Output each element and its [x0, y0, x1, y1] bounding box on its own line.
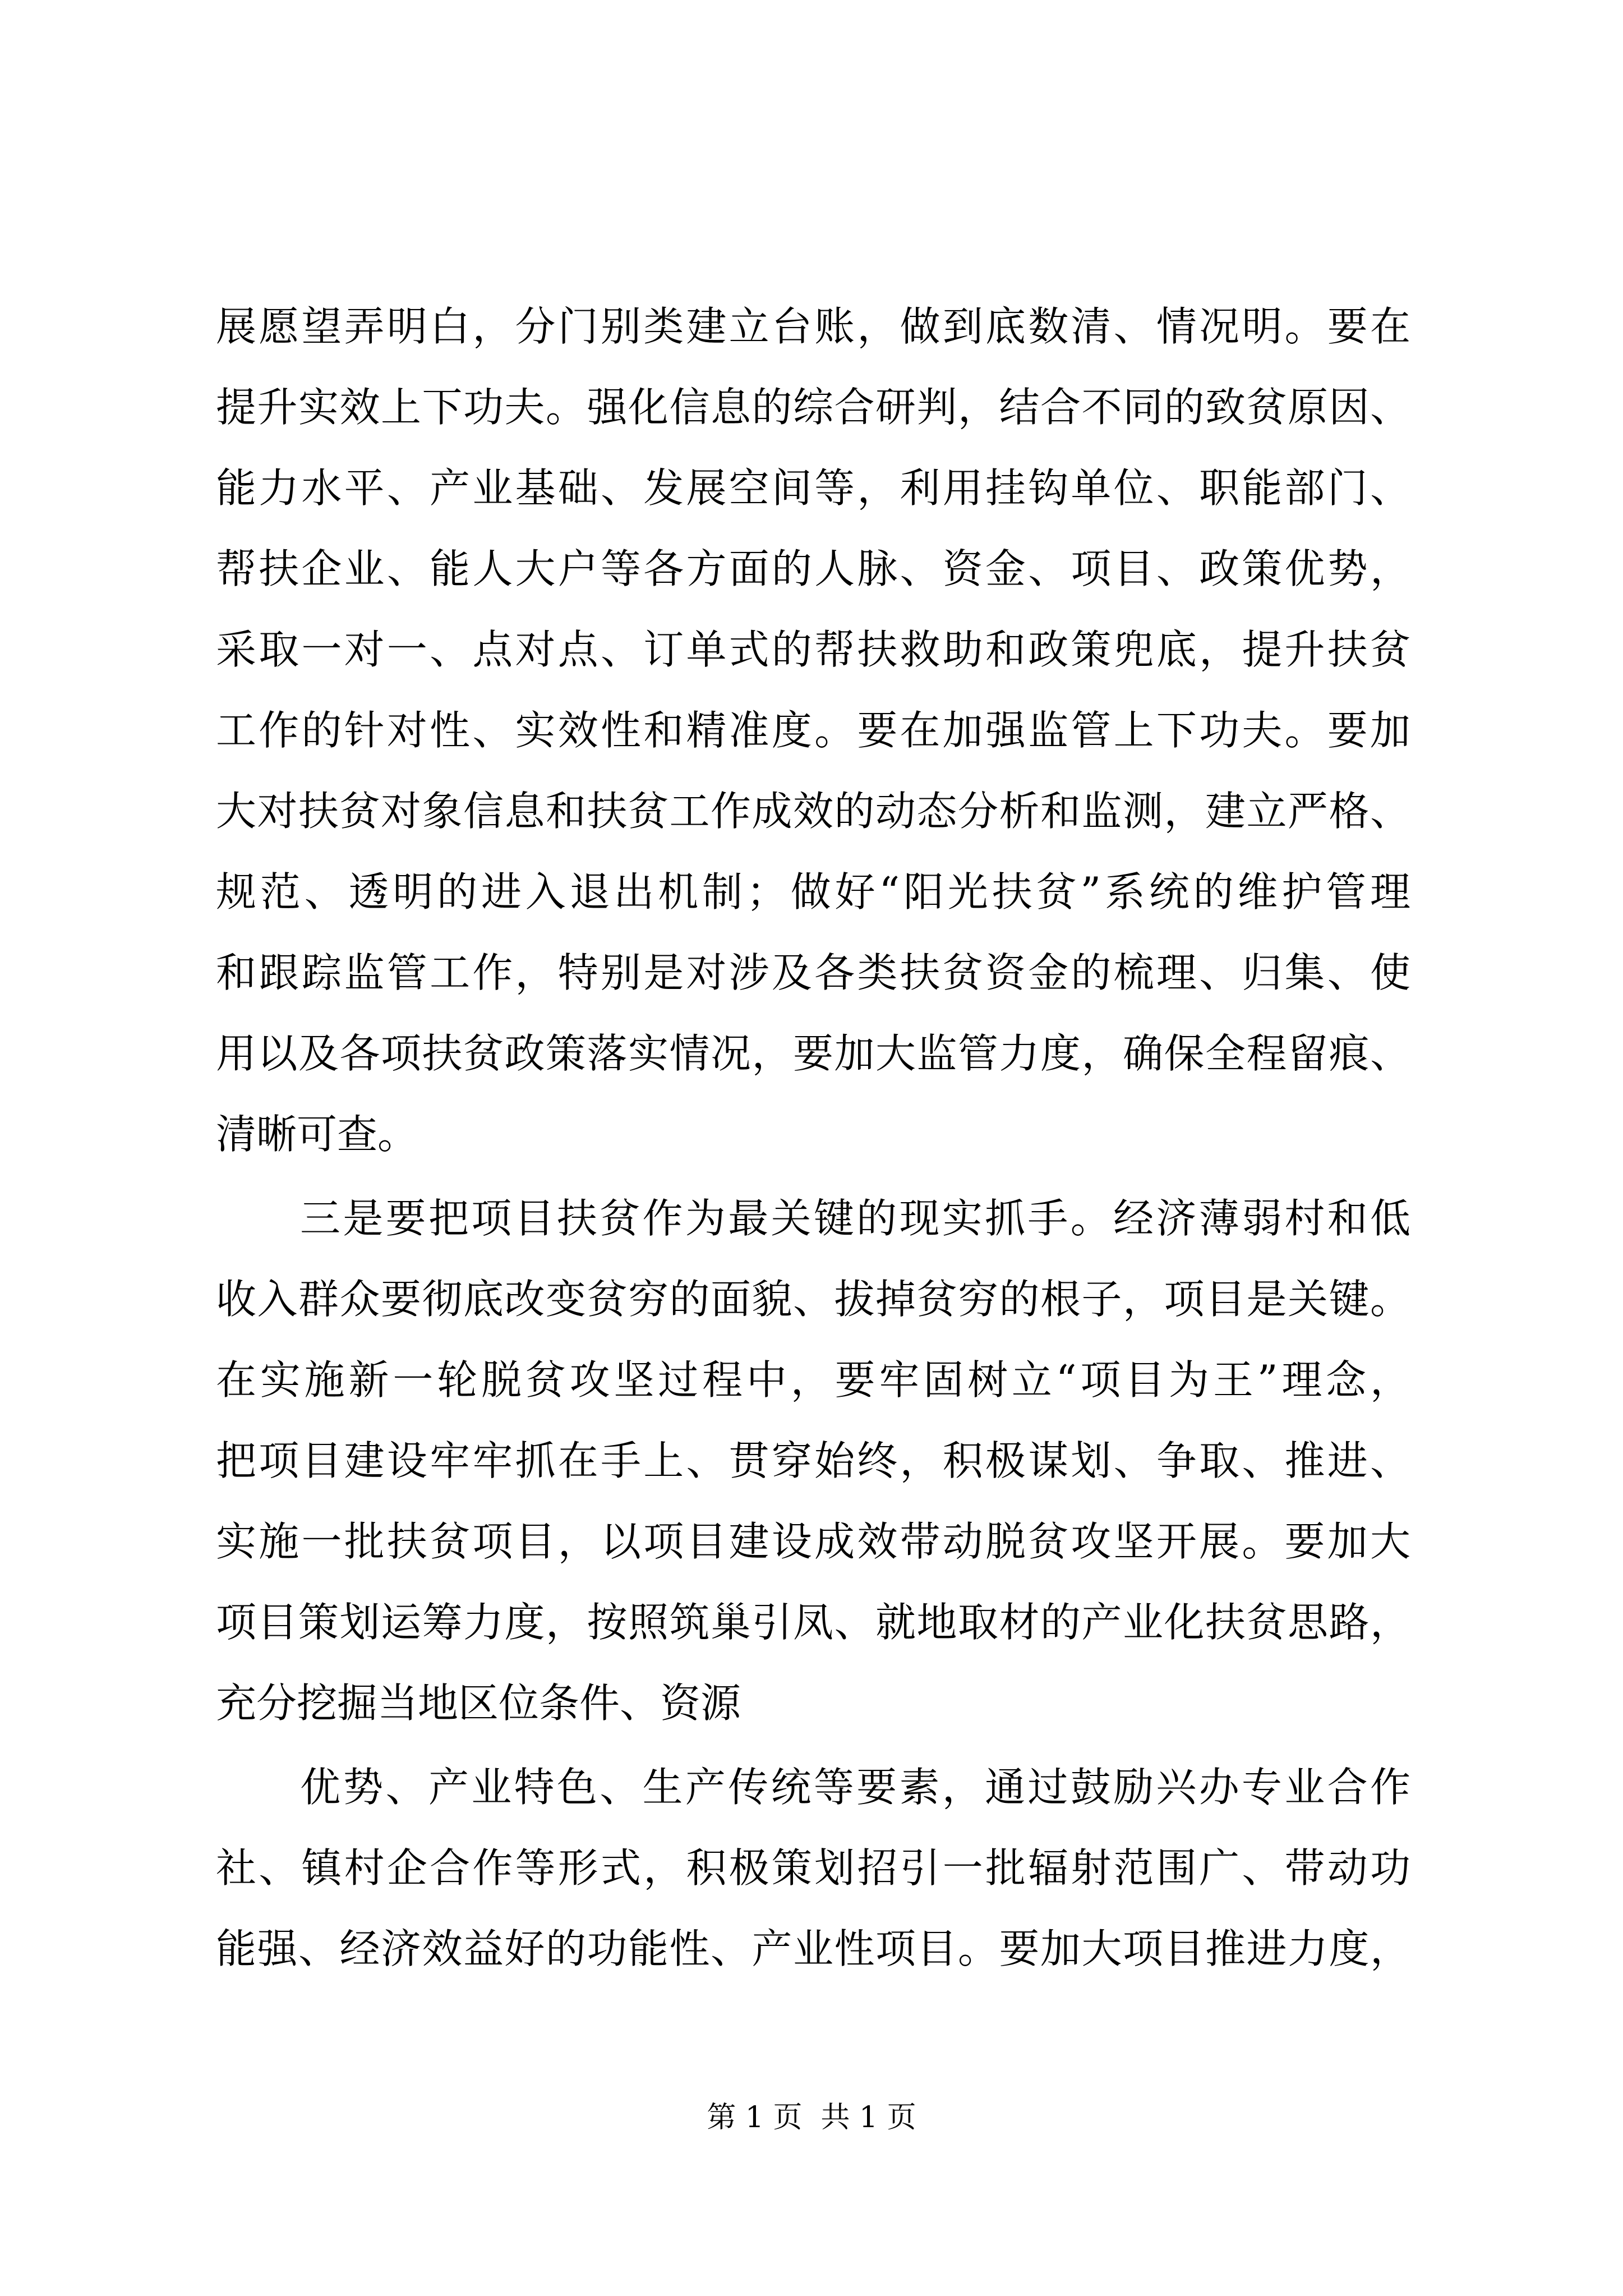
- text-line: 帮扶企业、能人大户等各方面的人脉、资金、项目、政策优势，: [216, 545, 1410, 592]
- text-line: 工作的针对性、实效性和精准度。要在加强监管上下功夫。要加: [216, 707, 1410, 754]
- text-line: 能强、经济效益好的功能性、产业性项目。要加大项目推进力度，: [216, 1925, 1410, 1972]
- text-line: 实施一批扶贫项目，以项目建设成效带动脱贫攻坚开展。要加大: [216, 1518, 1410, 1565]
- text-line: 采取一对一、点对点、订单式的帮扶救助和政策兜底，提升扶贫: [216, 626, 1410, 673]
- text-line: 用以及各项扶贫政策落实情况，要加大监管力度，确保全程留痕、: [216, 1030, 1410, 1077]
- text-line: 在实施新一轮脱贫攻坚过程中，要牢固树立“项目为王”理念，: [216, 1356, 1410, 1404]
- page-footer: 第 1 页 共 1 页: [707, 2101, 916, 2134]
- document-body: [216, 286, 1410, 1989]
- text-line: 和跟踪监管工作，特别是对涉及各类扶贫资金的梳理、归集、使: [216, 949, 1410, 996]
- text-line: 规范、透明的进入退出机制；做好“阳光扶贫”系统的维护管理: [216, 868, 1410, 915]
- text-line: 能力水平、产业基础、发展空间等，利用挂钩单位、职能部门、: [216, 464, 1410, 512]
- text-line: 项目策划运筹力度，按照筑巢引凤、就地取材的产业化扶贫思路，: [216, 1599, 1410, 1646]
- text-line: 收入群众要彻底改变贫穷的面貌、拔掉贫穷的根子，项目是关键。: [216, 1276, 1410, 1323]
- text-line: 三是要把项目扶贫作为最关键的现实抓手。经济薄弱村和低: [300, 1195, 1410, 1242]
- text-line: 提升实效上下功夫。强化信息的综合研判，结合不同的致贫原因、: [216, 384, 1410, 431]
- text-line: 把项目建设牢牢抓在手上、贯穿始终，积极谋划、争取、推进、: [216, 1437, 1410, 1484]
- text-line: 优势、产业特色、生产传统等要素，通过鼓励兴办专业合作: [300, 1764, 1410, 1811]
- text-line: 清晰可查。: [216, 1111, 418, 1158]
- text-line: 充分挖掘当地区位条件、资源: [216, 1680, 741, 1727]
- text-line: 展愿望弄明白，分门别类建立台账，做到底数清、情况明。要在: [216, 303, 1410, 350]
- text-line: 大对扶贫对象信息和扶贫工作成效的动态分析和监测，建立严格、: [216, 788, 1410, 835]
- text-line: 社、镇村企合作等形式，积极策划招引一批辐射范围广、带动功: [216, 1844, 1410, 1892]
